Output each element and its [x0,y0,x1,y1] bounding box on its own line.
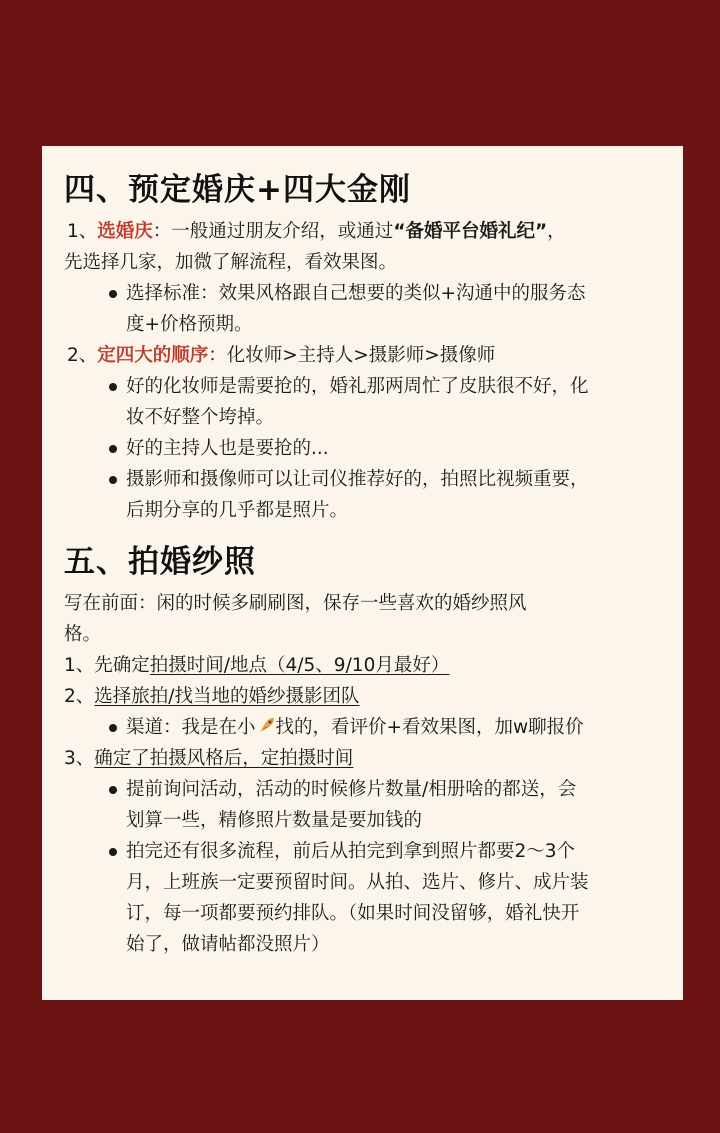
s5-item1-num: 1、 [64,655,95,676]
s4-item2-num: 2、 [67,345,98,366]
s4-bullet3 [64,433,665,464]
s5-intro-line1: 写在前面：闲的时候多刷刷图，保存一些喜欢的婚纱照风 [64,593,527,614]
s4-bullet4-line1: 摄影师和摄像师可以让司仪推荐好的，拍照比视频重要， [126,469,589,490]
s5-item2-underlined: 选择旅拍/找当地的婚纱摄影团队 [94,686,360,707]
s4-item1 [64,216,665,278]
s4-item1-num: 1、 [67,221,98,242]
s5-bullet1-text-a: 渠道：我是在小 [126,717,256,738]
s5-bullet3-line1: 拍完还有很多流程，前后从拍完到拿到照片都要2～3个 [126,841,576,862]
s4-item1-highlight: 选婚庆 [97,221,153,242]
s4-item1-text-a: ：一般通过朋友介绍，或通过 [152,221,394,242]
s5-item1 [64,650,665,681]
s5-item3 [64,743,665,774]
s5-intro [64,588,665,650]
rocket-icon [256,716,276,736]
s5-item3-underlined: 确定了拍摄风格后，定拍摄时间 [94,748,354,769]
section5-title: 五、拍婚纱照 [64,544,256,580]
s4-bullet1 [64,278,665,340]
s4-item1-quote: “备婚平台婚礼纪” [393,221,548,242]
s5-item2-num: 2、 [64,686,95,707]
s5-bullet2-line2: 划算一些，精修照片数量是要加钱的 [126,810,423,831]
s4-bullet4-line2: 后期分享的几乎都是照片。 [126,500,349,521]
section4-title: 四、预定婚庆+四大金刚 [64,172,411,208]
s5-bullet2-line1: 提前询问活动，活动的时候修片数量/相册啥的都送，会 [126,779,577,800]
s4-bullet4 [64,464,665,526]
s4-item1-line2: 先选择几家，加微了解流程，看效果图。 [64,252,398,273]
s5-item2 [64,681,665,712]
s5-item1-prefix: 先确定 [94,655,150,676]
s5-item3-num: 3、 [64,748,95,769]
s4-bullet2-line2: 妆不好整个垮掉。 [126,407,275,428]
s5-bullet3-line4: 始了，做请帖都没照片） [126,934,330,955]
s5-bullet3-line2: 月，上班族一定要预留时间。从拍、选片、修片、成片装 [126,872,589,893]
s4-bullet2 [64,371,665,433]
s5-bullet3-line3: 订，每一项都要预约排队。（如果时间没留够，婚礼快开 [126,903,580,924]
s5-item1-underlined: 拍摄时间/地点（4/5、9/10月最好） [149,655,450,676]
s4-item2-text: ：化妆师>主持人>摄影师>摄像师 [208,345,496,366]
s5-bullet1 [64,712,665,743]
s4-item1-line1 [64,216,665,247]
s4-bullet1-line2: 度+价格预期。 [126,314,253,335]
s4-item1-text-b: ， [547,221,566,242]
s4-bullet3-line1: 好的主持人也是要抢的... [126,438,329,459]
s4-bullet2-line1: 好的化妆师是需要抢的，婚礼那两周忙了皮肤很不好，化 [126,376,589,397]
content-card [42,146,683,1000]
s4-bullet1-line1: 选择标准：效果风格跟自己想要的类似+沟通中的服务态 [126,283,586,304]
s5-bullet3 [64,836,665,960]
s5-bullet1-text-b: 找的，看评价+看效果图，加w聊报价 [275,717,584,738]
s4-item2-highlight: 定四大的顺序 [97,345,209,366]
s5-intro-line2: 格。 [64,624,102,645]
s5-bullet2 [64,774,665,836]
s4-item2 [64,340,665,371]
s5-bullet1-line [126,712,665,743]
